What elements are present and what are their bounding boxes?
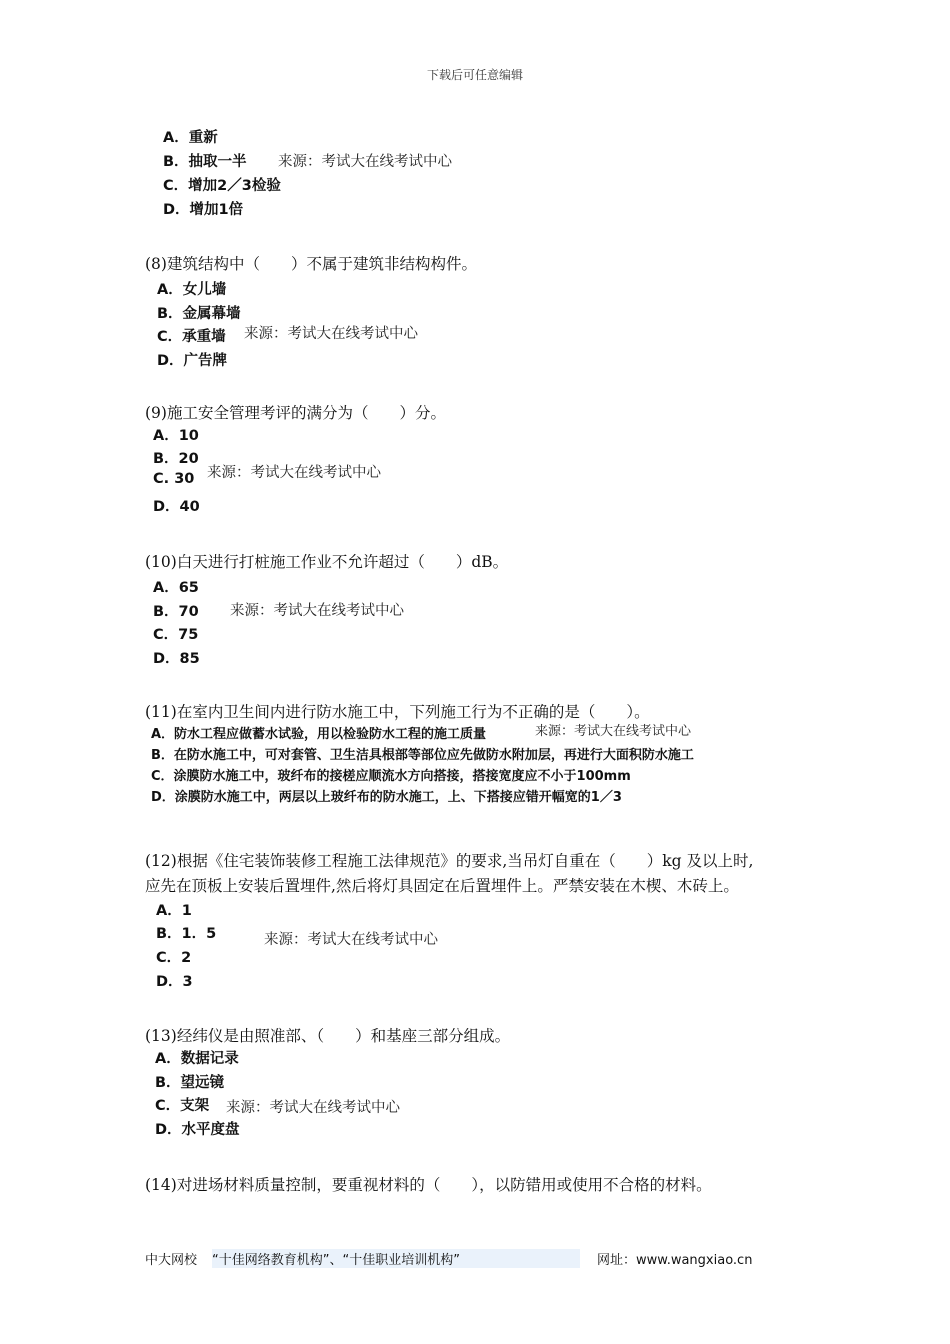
q12-option-b: B．1．5 <box>156 926 217 942</box>
q11-option-c: C．涂膜防水施工中，玻纤布的接槎应顺流水方向搭接，搭接宽度应不小于100mm <box>151 769 631 784</box>
page-header: 下载后可任意编辑 <box>426 68 523 82</box>
q10-option-b: B．70 <box>153 604 199 620</box>
q13-stem: (13)经纬仪是由照准部、（ ）和基座三部分组成。 <box>145 1027 511 1045</box>
q7-option-b: B．抽取一半 <box>163 154 247 170</box>
q11-option-d: D．涂膜防水施工中，两层以上玻纤布的防水施工，上、下搭接应错开幅宽的1／3 <box>151 790 622 805</box>
q10-option-c: C．75 <box>153 627 199 643</box>
q8-option-d: D．广告牌 <box>157 353 228 369</box>
q11-option-a: A．防水工程应做蓄水试验，用以检验防水工程的施工质量 <box>151 727 487 742</box>
q11-source-note: 来源：考试大在线考试中心 <box>535 724 692 739</box>
q11-stem: (11)在室内卫生间内进行防水施工中，下列施工行为不正确的是（ ）。 <box>145 703 650 721</box>
q7-option-a: A．重新 <box>163 130 218 146</box>
q7-source-note: 来源：考试大在线考试中心 <box>278 154 452 170</box>
q13-option-c: C．支架 <box>155 1098 210 1114</box>
q8-option-b: B．金属幕墙 <box>157 306 241 322</box>
q14-stem: (14)对进场材料质量控制，要重视材料的（ ），以防错用或使用不合格的材料。 <box>145 1176 712 1194</box>
q10-source-note: 来源：考试大在线考试中心 <box>230 603 404 619</box>
q12-option-d: D．3 <box>156 974 193 990</box>
q12-option-c: C．2 <box>156 950 192 966</box>
q8-source-note: 来源：考试大在线考试中心 <box>244 326 418 342</box>
q10-option-a: A．65 <box>153 580 199 596</box>
q13-source-note: 来源：考试大在线考试中心 <box>226 1100 400 1116</box>
q12-stem-line2: 应先在顶板上安装后置埋件,然后将灯具固定在后置埋件上。严禁安装在木楔、木砖上。 <box>145 877 739 895</box>
q13-option-b: B．望远镜 <box>155 1075 225 1091</box>
q9-option-a: A．10 <box>153 428 199 444</box>
q12-option-a: A．1 <box>156 903 192 919</box>
q9-option-c: C. 30 <box>153 471 195 487</box>
q9-option-d: D．40 <box>153 499 200 515</box>
q10-option-d: D．85 <box>153 651 200 667</box>
footer-website[interactable]: 网址：www.wangxiao.cn <box>597 1253 753 1268</box>
q11-option-b: B．在防水施工中，可对套管、卫生洁具根部等部位应先做防水附加层，再进行大面积防水施工 <box>151 748 694 763</box>
q13-option-a: A．数据记录 <box>155 1051 239 1067</box>
q7-option-c: C．增加2／3检验 <box>163 178 281 194</box>
footer-brand: 中大网校 <box>145 1253 198 1268</box>
q12-stem-line1: (12)根据《住宅装饰装修工程施工法律规范》的要求,当吊灯自重在（ ）kg 及以上时, <box>145 852 754 870</box>
q9-source-note: 来源：考试大在线考试中心 <box>207 465 381 481</box>
q7-option-d: D．增加1倍 <box>163 202 244 218</box>
q10-stem: (10)白天进行打桩施工作业不允许超过（ ）dB。 <box>145 553 509 571</box>
q9-option-b: B．20 <box>153 451 199 467</box>
q8-option-a: A．女儿墙 <box>157 282 227 298</box>
q13-option-d: D．水平度盘 <box>155 1122 240 1138</box>
q8-option-c: C．承重墙 <box>157 329 226 345</box>
q9-stem: (9)施工安全管理考评的满分为（ ）分。 <box>145 404 446 422</box>
q12-source-note: 来源：考试大在线考试中心 <box>264 932 438 948</box>
footer-slogan: “十佳网络教育机构”、“十佳职业培训机构” <box>212 1249 580 1268</box>
q8-stem: (8)建筑结构中（ ）不属于建筑非结构构件。 <box>145 255 477 273</box>
